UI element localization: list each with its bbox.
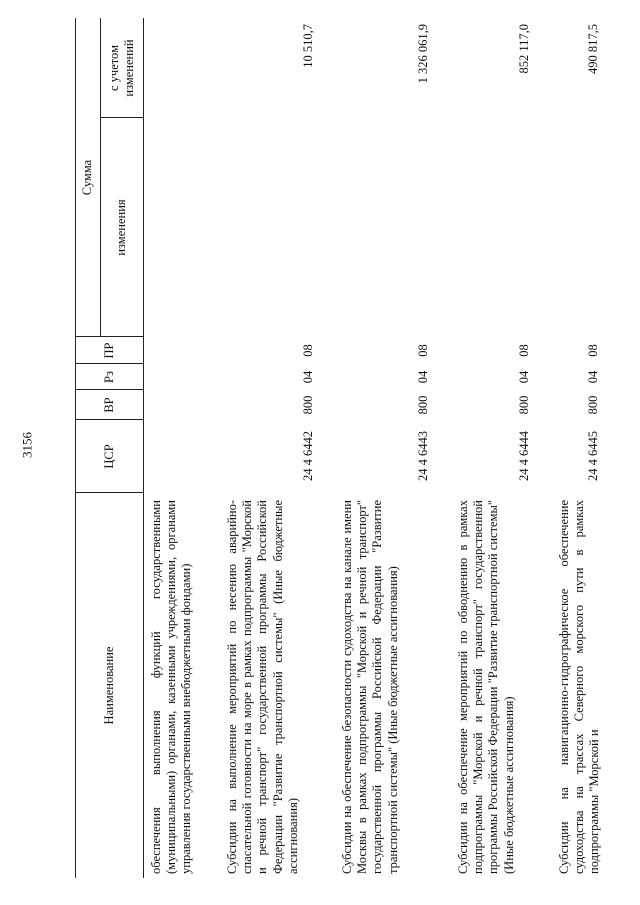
row-csr: 24 4 6443 [416,431,430,481]
row-rz: 04 [416,370,430,384]
table-row [221,18,335,878]
table-row [336,18,451,878]
row-total: 852 117,0 [517,24,531,74]
row-vr: 800 [586,395,600,415]
row-pr: 08 [586,344,600,357]
header-csr: ЦСР [101,444,116,469]
row-csr: 24 4 6444 [517,431,531,481]
page-number: 3156 [19,432,35,458]
table-row [452,18,552,878]
header-with-changes: с учетом изменений [106,39,136,97]
row-rz: 04 [517,370,531,384]
row-csr: 24 4 6442 [301,431,315,481]
header-bottom-border [143,18,144,878]
header-pr: ПР [101,342,116,359]
budget-table [75,18,615,878]
row-rz: 04 [301,370,315,384]
header-sum: Сумма [80,159,94,196]
table-row [145,18,221,878]
row-name: Субсидии на навигационно-гидрографическое обеспечение судоходства на трассах Северного морского пути в рамках подпрограммы "Морской и [557,500,602,874]
table-row [553,18,615,878]
header-name: Наименование [101,646,116,725]
row-pr: 08 [416,344,430,357]
row-name: Субсидии на выполнение мероприятий по несению аварийно-спасательной готовности на море в рамках подпрограммы "Морской и речной транспорт" государственной программы Российской Федерации "Развитие транспортной системы" (Иные бюджетные ассигнования) [225,500,300,874]
row-vr: 800 [301,395,315,415]
row-total: 490 817,5 [586,24,600,74]
row-total: 1 326 061,9 [416,24,430,84]
row-name: Субсидии на обеспечение мероприятий по обводнению в рамках подпрограммы "Морской и речной транспорт" государственной программы Российской Федерации "Развитие транспортной системы" (Иные бюджетные ассигнования) [456,500,516,874]
header-changes: изменения [114,199,128,256]
row-pr: 08 [301,344,315,357]
row-total: 10 510,7 [301,24,315,68]
row-vr: 800 [416,395,430,415]
row-name: Субсидии на обеспечение безопасности судоходства на канале имени Москвы в рамках подпрограммы "Морской и речной транспорт" государственной программы Российской Федерации "Развитие транспортной системы" (Иные бюджетные ассигнования) [340,500,400,874]
header-vr: ВР [101,397,116,413]
row-csr: 24 4 6445 [586,431,600,481]
row-name: обеспечения выполнения функций государственными (муниципальными) органами, казенными учреждениями, органами управления государственными внебюджетными фондами) [149,500,194,874]
header-rz: Рз [101,371,116,383]
row-vr: 800 [517,395,531,415]
row-rz: 04 [586,370,600,384]
row-pr: 08 [517,344,531,357]
